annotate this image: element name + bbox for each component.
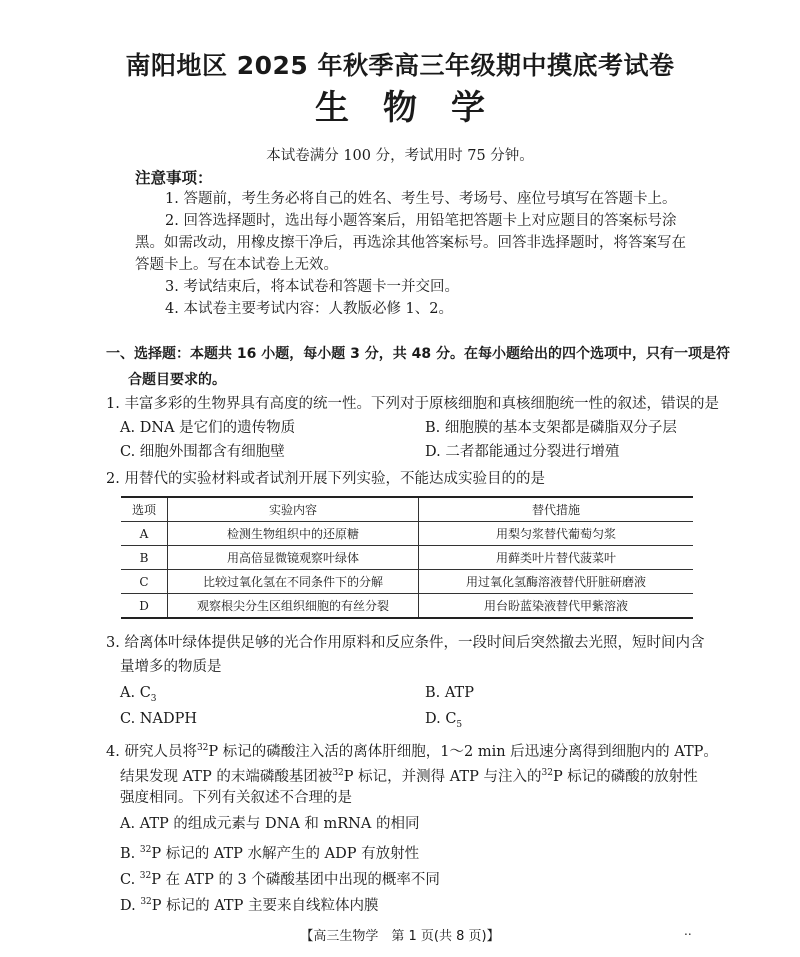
q3-option-d-subscript: 5 — [456, 719, 463, 730]
footer-mark: .. — [684, 924, 692, 938]
q3-option-a-subscript: 3 — [150, 693, 157, 704]
exam-title: 南阳地区 2025 年秋季高三年级期中摸底考试卷 — [125, 51, 675, 80]
q3-stem-line-2: 量增多的物质是 — [120, 659, 222, 675]
q4-stem-line-1 — [106, 737, 718, 763]
q4-option-d-label: D. — [120, 897, 141, 914]
q4-isotope: 32 — [139, 871, 152, 881]
table-cell: 用藓类叶片替代菠菜叶 — [419, 546, 694, 570]
q4-isotope: 32 — [541, 768, 553, 778]
q3-option-a-text: A. C — [120, 685, 151, 701]
table-cell: 用高倍显微镜观察叶绿体 — [168, 546, 419, 570]
q4-isotope: 32 — [140, 897, 152, 907]
table-header-row — [121, 497, 693, 522]
notice-item-2-line-2: 黑。如需改动，用橡皮擦干净后，再选涂其他答案标号。回答非选择题时，将答案写在 — [135, 235, 686, 251]
table-row — [121, 570, 693, 594]
q4-option-b-text: P 标记的 ATP 水解产生的 ADP 有放射性 — [151, 845, 420, 862]
table-cell: 用过氧化氢酶溶液替代肝脏研磨液 — [419, 570, 694, 594]
notice-item-4: 4. 本试卷主要考试内容：人教版必修 1、2。 — [165, 301, 454, 317]
notice-item-1: 1. 答题前，考生务必将自己的姓名、考生号、考场号、座位号填写在答题卡上。 — [165, 191, 677, 207]
table-cell: D — [121, 594, 168, 619]
table-cell: 检测生物组织中的还原糖 — [168, 522, 419, 546]
q4-stem-line-3: 强度相同。下列有关叙述不合理的是 — [120, 790, 352, 806]
q4-text: P 标记的磷酸的放射性 — [552, 768, 698, 785]
table-row — [121, 546, 693, 570]
notice-item-2-line-1: 2. 回答选择题时，选出每小题答案后，用铅笔把答题卡上对应题目的答案标号涂 — [165, 213, 677, 229]
q3-option-d — [425, 708, 462, 736]
q4-text: 4. 研究人员将 — [106, 743, 197, 760]
table-cell: 用梨匀浆替代葡萄匀浆 — [419, 522, 694, 546]
q1-option-d: D. 二者都能通过分裂进行增殖 — [425, 444, 620, 460]
table-cell: 用台盼蓝染液替代甲紫溶液 — [419, 594, 694, 619]
q4-isotope: 32 — [196, 743, 209, 753]
q4-option-c — [120, 865, 440, 891]
table-cell: C — [121, 570, 168, 594]
q4-text: P 标记的磷酸注入活的离体肝细胞，1～2 min 后迅速分离得到细胞内的 ATP。 — [208, 743, 718, 760]
notice-item-2-line-3: 答题卡上。写在本试卷上无效。 — [135, 257, 338, 273]
table-cell: 观察根尖分生区组织细胞的有丝分裂 — [168, 594, 419, 619]
q4-text: 结果发现 ATP 的末端磷酸基团被 — [120, 768, 333, 785]
q4-option-b-label: B. — [120, 845, 140, 862]
page-footer: 【高三生物学 第 1 页(共 8 页)】 — [300, 929, 500, 944]
q4-option-c-label: C. — [120, 871, 140, 888]
q4-option-d — [120, 891, 378, 917]
q3-stem-line-1: 3. 给离体叶绿体提供足够的光合作用原料和反应条件，一段时间后突然撤去光照，短时间内含 — [106, 635, 705, 651]
q4-option-a: A. ATP 的组成元素与 DNA 和 mRNA 的相同 — [120, 816, 420, 832]
q3-option-c: C. NADPH — [120, 711, 197, 727]
table-cell: 比较过氧化氢在不同条件下的分解 — [168, 570, 419, 594]
section-heading-line-2: 合题目要求的。 — [128, 372, 226, 388]
q1-option-a: A. DNA 是它们的遗传物质 — [120, 420, 296, 436]
q2-stem: 2. 用替代的实验材料或者试剂开展下列实验，不能达成实验目的的是 — [106, 471, 545, 487]
table-row — [121, 522, 693, 546]
table-header-option: 选项 — [121, 497, 168, 522]
table-header-substitute: 替代措施 — [419, 497, 694, 522]
q1-option-b: B. 细胞膜的基本支架都是磷脂双分子层 — [425, 420, 677, 436]
exam-subject: 生物学 — [315, 88, 519, 128]
experiment-table — [121, 496, 693, 619]
q4-isotope: 32 — [139, 845, 152, 855]
q4-option-b — [120, 839, 419, 865]
q1-stem: 1. 丰富多彩的生物界具有高度的统一性。下列对于原核细胞和真核细胞统一性的叙述，错误的是 — [106, 396, 719, 412]
table-cell: A — [121, 522, 168, 546]
table-header-content: 实验内容 — [168, 497, 419, 522]
section-heading-line-1: 一、选择题：本题共 16 小题，每小题 3 分，共 48 分。在每小题给出的四个选项中，只有一项是符 — [106, 346, 730, 362]
q3-option-b: B. ATP — [425, 685, 474, 701]
table-cell: B — [121, 546, 168, 570]
q3-option-a — [120, 682, 157, 710]
q4-option-d-text: P 标记的 ATP 主要来自线粒体内膜 — [151, 897, 379, 914]
q4-isotope: 32 — [332, 768, 344, 778]
q3-option-d-text: D. C — [425, 711, 457, 727]
q4-text: P 标记，并测得 ATP 与注入的 — [343, 768, 542, 785]
exam-info: 本试卷满分 100 分，考试用时 75 分钟。 — [266, 148, 534, 164]
table-row — [121, 594, 693, 619]
notice-item-3: 3. 考试结束后，将本试卷和答题卡一并交回。 — [165, 279, 459, 295]
notice-title: 注意事项： — [135, 169, 213, 187]
q1-option-c: C. 细胞外围都含有细胞壁 — [120, 444, 285, 460]
q4-option-c-text: P 在 ATP 的 3 个磷酸基团中出现的概率不同 — [151, 871, 440, 888]
q4-stem-line-2 — [120, 762, 698, 788]
